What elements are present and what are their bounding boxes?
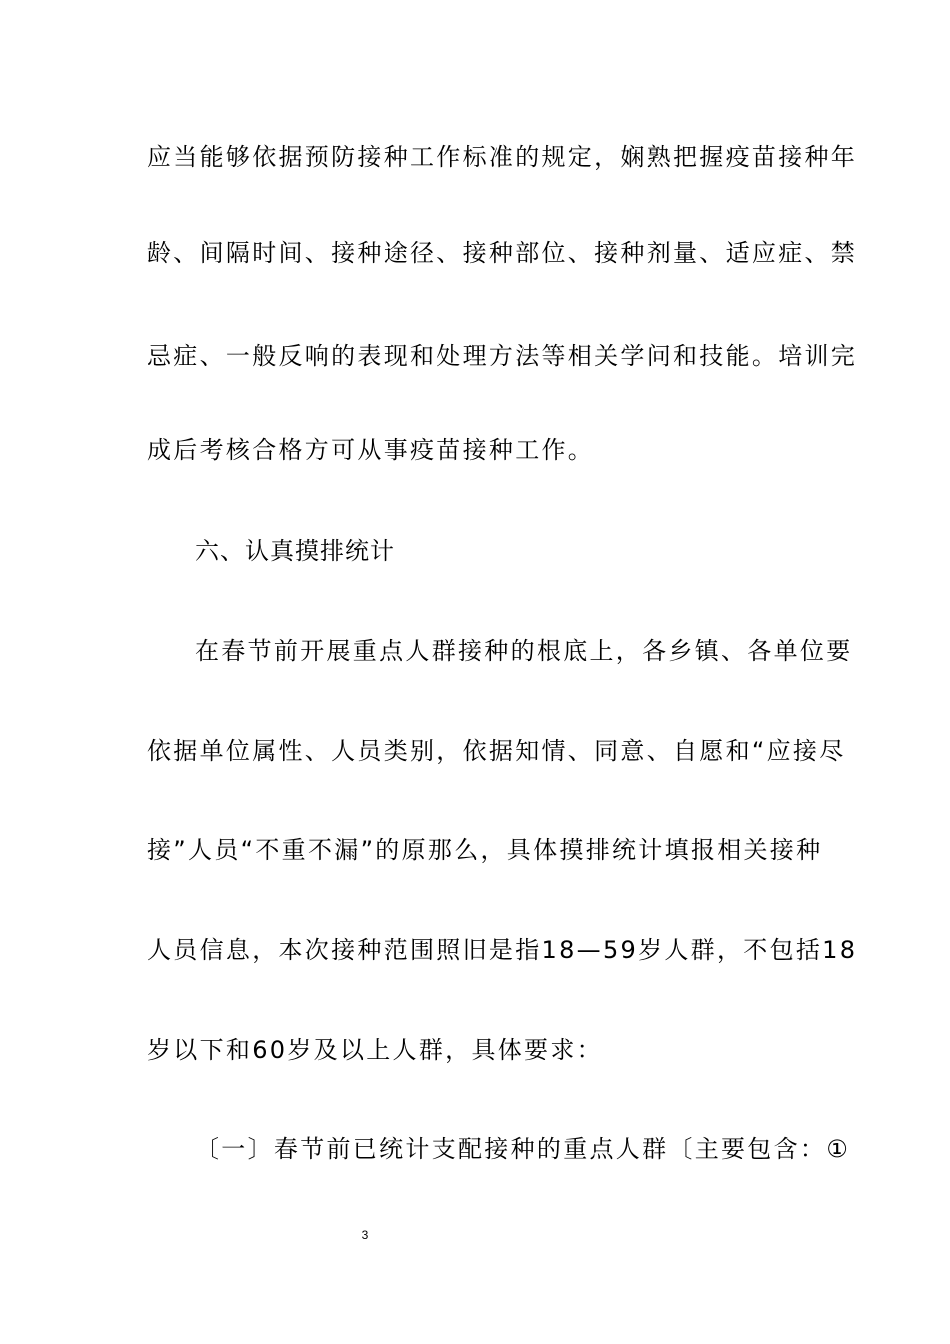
paragraph-line: 成后考核合格方可从事疫苗接种工作。 (147, 436, 595, 464)
paragraph-line: 龄、间隔时间、接种途径、接种部位、接种剂量、适应症、禁 (147, 239, 858, 267)
section-heading: 六、认真摸排统计 (195, 537, 395, 565)
page-number: 3 (361, 1228, 369, 1242)
paragraph-line: 岁以下和60岁及以上人群，具体要求： (147, 1036, 603, 1064)
paragraph-line: 依据单位属性、人员类别，依据知情、同意、自愿和“应接尽 (147, 737, 846, 765)
paragraph-line: 〔一〕春节前已统计支配接种的重点人群〔主要包含：① (195, 1135, 851, 1163)
paragraph-line: 接”人员“不重不漏”的原那么，具体摸排统计填报相关接种 (147, 836, 823, 864)
paragraph-line: 忌症、一般反响的表现和处理方法等相关学问和技能。培训完 (147, 342, 858, 370)
paragraph-line: 人员信息，本次接种范围照旧是指18—59岁人群，不包括18 (147, 936, 858, 964)
paragraph-line: 在春节前开展重点人群接种的根底上，各乡镇、各单位要 (195, 637, 853, 665)
paragraph-line: 应当能够依据预防接种工作标准的规定，娴熟把握疫苗接种年 (147, 143, 858, 171)
